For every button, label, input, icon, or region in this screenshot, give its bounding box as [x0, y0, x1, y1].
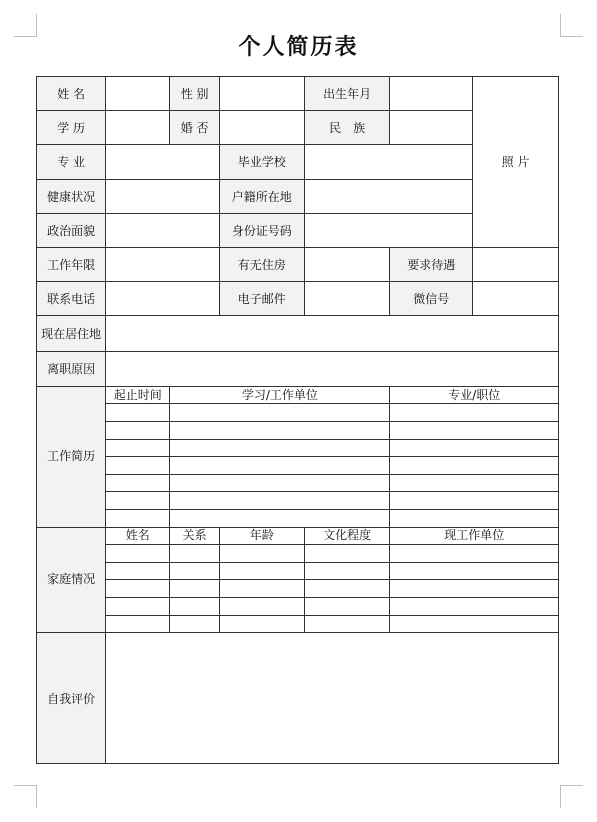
table-row — [37, 580, 559, 598]
work-position-cell[interactable] — [390, 510, 559, 528]
row-name — [37, 77, 559, 111]
label-name: 姓 名 — [37, 77, 106, 111]
label-education: 学 历 — [37, 111, 106, 145]
value-leave-reason[interactable] — [106, 351, 559, 386]
work-unit-cell[interactable] — [170, 510, 390, 528]
table-row — [37, 615, 559, 633]
value-id-number[interactable] — [304, 213, 472, 247]
table-row — [37, 404, 559, 422]
family-education-cell[interactable] — [304, 580, 390, 598]
label-salary: 要求待遇 — [390, 247, 473, 281]
work-history-header-position: 专业/职位 — [390, 386, 559, 404]
work-position-cell[interactable] — [390, 439, 559, 457]
label-work-history: 工作简历 — [37, 386, 106, 527]
family-name-cell[interactable] — [106, 615, 170, 633]
work-unit-cell[interactable] — [170, 421, 390, 439]
family-employer-cell[interactable] — [390, 545, 559, 563]
value-hukou[interactable] — [304, 179, 472, 213]
photo-cell[interactable]: 照 片 — [473, 77, 559, 248]
family-name-cell[interactable] — [106, 598, 170, 616]
family-header-row — [37, 527, 559, 545]
family-name-cell[interactable] — [106, 545, 170, 563]
value-salary[interactable] — [473, 247, 559, 281]
value-email[interactable] — [304, 282, 390, 316]
family-relation-cell[interactable] — [170, 580, 220, 598]
work-unit-cell[interactable] — [170, 439, 390, 457]
value-address[interactable] — [106, 316, 559, 351]
work-history-header-row — [37, 386, 559, 404]
crop-mark-bottom-left — [14, 785, 37, 808]
label-health: 健康状况 — [37, 179, 106, 213]
table-row — [37, 598, 559, 616]
table-row — [37, 421, 559, 439]
row-work-years — [37, 247, 559, 281]
label-major: 专 业 — [37, 145, 106, 179]
value-ethnicity[interactable] — [390, 111, 473, 145]
resume-table — [36, 76, 559, 764]
family-education-cell[interactable] — [304, 545, 390, 563]
crop-mark-bottom-right — [560, 785, 583, 808]
work-unit-cell[interactable] — [170, 492, 390, 510]
table-row — [37, 562, 559, 580]
family-education-cell[interactable] — [304, 598, 390, 616]
family-education-cell[interactable] — [304, 562, 390, 580]
family-employer-cell[interactable] — [390, 598, 559, 616]
label-leave-reason: 离职原因 — [37, 351, 106, 386]
value-health[interactable] — [106, 179, 220, 213]
work-period-cell[interactable] — [106, 457, 170, 475]
table-row — [37, 510, 559, 528]
family-name-cell[interactable] — [106, 562, 170, 580]
label-birth: 出生年月 — [304, 77, 390, 111]
value-work-years[interactable] — [106, 247, 220, 281]
family-employer-cell[interactable] — [390, 580, 559, 598]
table-row — [37, 439, 559, 457]
page-title: 个人简历表 — [238, 34, 359, 60]
value-name[interactable] — [106, 77, 170, 111]
family-employer-cell[interactable] — [390, 615, 559, 633]
family-relation-cell[interactable] — [170, 598, 220, 616]
family-header-education: 文化程度 — [304, 527, 390, 545]
work-period-cell[interactable] — [106, 439, 170, 457]
label-address: 现在居住地 — [37, 316, 106, 351]
value-education[interactable] — [106, 111, 170, 145]
table-row — [37, 492, 559, 510]
work-period-cell[interactable] — [106, 510, 170, 528]
family-age-cell[interactable] — [219, 562, 304, 580]
work-position-cell[interactable] — [390, 492, 559, 510]
value-major[interactable] — [106, 145, 220, 179]
family-relation-cell[interactable] — [170, 545, 220, 563]
table-row — [37, 457, 559, 475]
label-id-number: 身份证号码 — [219, 213, 304, 247]
value-wechat[interactable] — [473, 282, 559, 316]
work-history-header-unit: 学习/工作单位 — [170, 386, 390, 404]
work-period-cell[interactable] — [106, 421, 170, 439]
work-history-header-period: 起止时间 — [106, 386, 170, 404]
row-address — [37, 316, 559, 351]
work-position-cell[interactable] — [390, 474, 559, 492]
family-header-name: 姓名 — [106, 527, 170, 545]
work-position-cell[interactable] — [390, 421, 559, 439]
label-ethnicity: 民 族 — [304, 111, 390, 145]
family-employer-cell[interactable] — [390, 562, 559, 580]
label-email: 电子邮件 — [219, 282, 304, 316]
family-header-age: 年龄 — [219, 527, 304, 545]
work-period-cell[interactable] — [106, 492, 170, 510]
family-age-cell[interactable] — [219, 598, 304, 616]
label-family: 家庭情况 — [37, 527, 106, 633]
family-age-cell[interactable] — [219, 545, 304, 563]
label-work-years: 工作年限 — [37, 247, 106, 281]
family-education-cell[interactable] — [304, 615, 390, 633]
value-housing[interactable] — [304, 247, 390, 281]
family-age-cell[interactable] — [219, 580, 304, 598]
work-period-cell[interactable] — [106, 474, 170, 492]
table-row — [37, 545, 559, 563]
family-header-employer: 现工作单位 — [390, 527, 559, 545]
work-position-cell[interactable] — [390, 457, 559, 475]
value-marital[interactable] — [219, 111, 304, 145]
row-leave-reason — [37, 351, 559, 386]
family-relation-cell[interactable] — [170, 562, 220, 580]
value-political[interactable] — [106, 213, 220, 247]
label-self-eval: 自我评价 — [37, 633, 106, 764]
label-phone: 联系电话 — [37, 282, 106, 316]
label-wechat: 微信号 — [390, 282, 473, 316]
label-marital: 婚 否 — [170, 111, 220, 145]
row-phone — [37, 282, 559, 316]
family-header-relation: 关系 — [170, 527, 220, 545]
work-period-cell[interactable] — [106, 404, 170, 422]
work-unit-cell[interactable] — [170, 457, 390, 475]
family-age-cell[interactable] — [219, 615, 304, 633]
family-name-cell[interactable] — [106, 580, 170, 598]
work-unit-cell[interactable] — [170, 404, 390, 422]
value-gender[interactable] — [219, 77, 304, 111]
value-school[interactable] — [304, 145, 472, 179]
work-position-cell[interactable] — [390, 404, 559, 422]
label-hukou: 户籍所在地 — [219, 179, 304, 213]
work-unit-cell[interactable] — [170, 474, 390, 492]
family-relation-cell[interactable] — [170, 615, 220, 633]
label-housing: 有无住房 — [219, 247, 304, 281]
label-school: 毕业学校 — [219, 145, 304, 179]
label-gender: 性 别 — [170, 77, 220, 111]
label-political: 政治面貌 — [37, 213, 106, 247]
table-row — [37, 474, 559, 492]
row-self-eval — [37, 633, 559, 764]
value-self-eval[interactable] — [106, 633, 559, 764]
value-phone[interactable] — [106, 282, 220, 316]
value-birth[interactable] — [390, 77, 473, 111]
